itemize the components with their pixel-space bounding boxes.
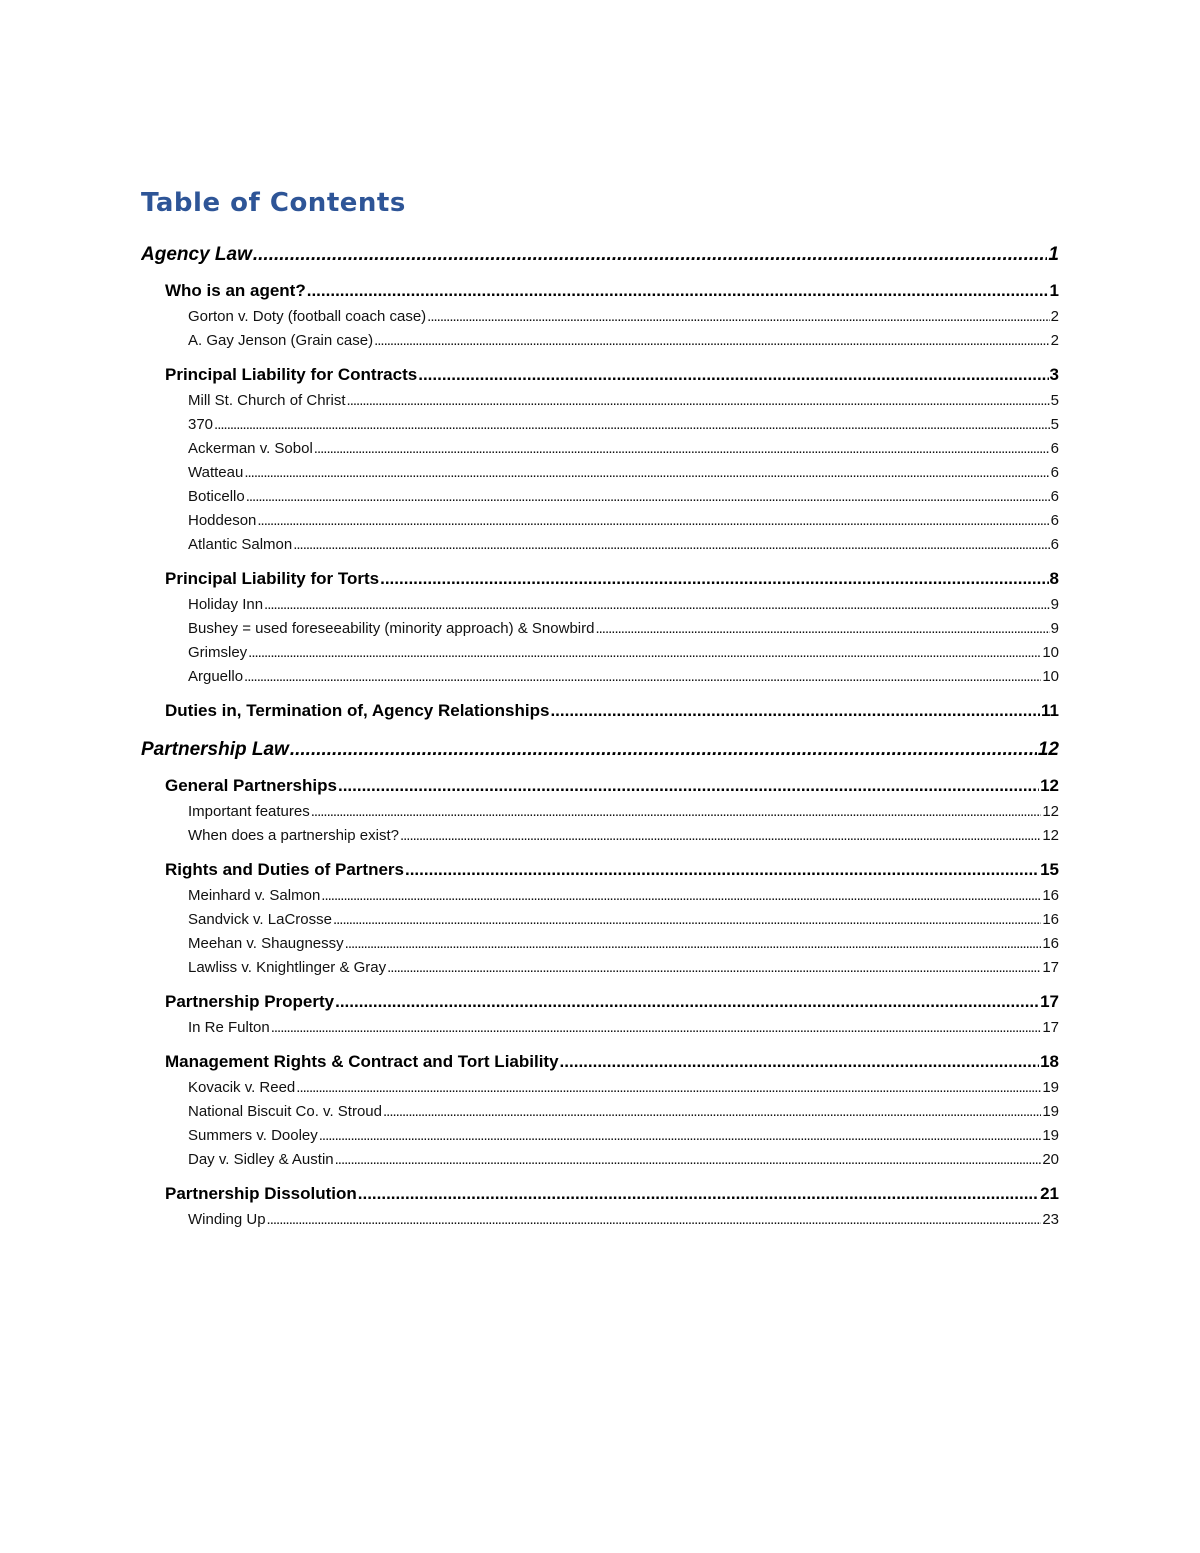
toc-item-entry-label: A. Gay Jenson (Grain case) — [188, 332, 374, 349]
toc-item-entry-page-number: 9 — [1050, 596, 1059, 613]
toc-item-entry[interactable] — [141, 389, 1059, 413]
toc-item-entry-label: Holiday Inn — [188, 596, 264, 613]
toc-item-entry-label: Sandvick v. LaCrosse — [188, 911, 332, 928]
toc-item-entry-label: When does a partnership exist? — [188, 827, 399, 844]
toc-item-entry-page-number: 5 — [1050, 416, 1059, 433]
toc-item-entry-label: Atlantic Salmon — [188, 536, 293, 553]
dot-leader — [311, 800, 1042, 824]
toc-item-entry-page-number: 19 — [1042, 1127, 1059, 1144]
toc-item-entry-label: Meehan v. Shaugnessy — [188, 935, 344, 952]
dot-leader — [253, 240, 1048, 269]
dot-leader — [427, 305, 1049, 329]
toc-subsection-entry-label: Rights and Duties of Partners — [165, 860, 404, 879]
dot-leader — [319, 1124, 1042, 1148]
toc-item-entry-page-number: 2 — [1050, 332, 1059, 349]
toc-item-entry-page-number: 5 — [1050, 392, 1059, 409]
toc-item-entry-page-number: 10 — [1042, 668, 1059, 685]
dot-leader — [246, 485, 1050, 509]
dot-leader — [248, 641, 1041, 665]
toc-item-entry-page-number: 20 — [1042, 1151, 1059, 1168]
toc-subsection-entry[interactable] — [141, 1180, 1059, 1208]
toc-item-entry-label: Ackerman v. Sobol — [188, 440, 313, 457]
toc-item-entry-page-number: 6 — [1050, 464, 1059, 481]
document-page — [141, 178, 1059, 1232]
toc-item-entry-label: Bushey = used foreseeability (minority approach) & Snowbird — [188, 620, 595, 637]
toc-item-entry-page-number: 16 — [1042, 887, 1059, 904]
toc-item-entry[interactable] — [141, 956, 1059, 980]
toc-body — [141, 240, 1059, 1232]
dot-leader — [214, 413, 1050, 437]
toc-subsection-entry-page-number: 3 — [1049, 365, 1059, 384]
toc-subsection-entry-page-number: 21 — [1040, 1184, 1059, 1203]
dot-leader — [271, 1016, 1042, 1040]
toc-item-entry[interactable] — [141, 617, 1059, 641]
toc-item-entry-label: National Biscuit Co. v. Stroud — [188, 1103, 382, 1120]
toc-item-entry[interactable] — [141, 533, 1059, 557]
toc-item-entry-page-number: 6 — [1050, 440, 1059, 457]
toc-subsection-entry-page-number: 8 — [1049, 569, 1059, 588]
toc-item-entry[interactable] — [141, 1100, 1059, 1124]
toc-item-entry[interactable] — [141, 593, 1059, 617]
dot-leader — [550, 697, 1040, 725]
toc-item-entry-page-number: 17 — [1042, 1019, 1059, 1036]
toc-item-entry[interactable] — [141, 461, 1059, 485]
toc-item-entry[interactable] — [141, 1016, 1059, 1040]
toc-section-entry-label: Agency Law — [141, 244, 252, 265]
toc-item-entry-page-number: 10 — [1042, 644, 1059, 661]
toc-item-entry[interactable] — [141, 305, 1059, 329]
toc-subsection-entry-label: Duties in, Termination of, Agency Relationships — [165, 701, 550, 720]
toc-item-entry-page-number: 16 — [1042, 935, 1059, 952]
dot-leader — [296, 1076, 1041, 1100]
toc-item-entry-page-number: 19 — [1042, 1103, 1059, 1120]
toc-item-entry-page-number: 9 — [1050, 620, 1059, 637]
toc-item-entry[interactable] — [141, 824, 1059, 848]
toc-section-entry[interactable] — [141, 240, 1059, 269]
toc-subsection-entry[interactable] — [141, 565, 1059, 593]
dot-leader — [338, 772, 1039, 800]
toc-subsection-entry-page-number: 12 — [1040, 776, 1059, 795]
dot-leader — [358, 1180, 1039, 1208]
toc-section-entry[interactable] — [141, 735, 1059, 764]
toc-item-entry[interactable] — [141, 665, 1059, 689]
dot-leader — [400, 824, 1041, 848]
toc-item-entry-page-number: 6 — [1050, 512, 1059, 529]
toc-item-entry-label: Watteau — [188, 464, 244, 481]
dot-leader — [333, 908, 1041, 932]
dot-leader — [335, 1148, 1042, 1172]
toc-subsection-entry-label: General Partnerships — [165, 776, 337, 795]
toc-item-entry[interactable] — [141, 641, 1059, 665]
dot-leader — [380, 565, 1048, 593]
toc-item-entry-label: Meinhard v. Salmon — [188, 887, 321, 904]
toc-item-entry-page-number: 12 — [1042, 803, 1059, 820]
toc-subsection-entry-label: Partnership Dissolution — [165, 1184, 357, 1203]
toc-item-entry-label: Kovacik v. Reed — [188, 1079, 296, 1096]
dot-leader — [387, 956, 1041, 980]
toc-subsection-entry-page-number: 17 — [1040, 992, 1059, 1011]
dot-leader — [418, 361, 1048, 389]
toc-item-entry-label: Grimsley — [188, 644, 248, 661]
toc-item-entry[interactable] — [141, 1148, 1059, 1172]
toc-item-entry-label: In Re Fulton — [188, 1019, 270, 1036]
toc-item-entry[interactable] — [141, 1076, 1059, 1100]
dot-leader — [267, 1208, 1042, 1232]
toc-item-entry-label: Arguello — [188, 668, 244, 685]
dot-leader — [405, 856, 1039, 884]
toc-section-entry-page-number: 12 — [1037, 739, 1059, 760]
toc-item-entry[interactable] — [141, 1124, 1059, 1148]
dot-leader — [374, 329, 1050, 353]
toc-item-entry-label: Gorton v. Doty (football coach case) — [188, 308, 427, 325]
dot-leader — [244, 461, 1049, 485]
toc-item-entry-page-number: 23 — [1042, 1211, 1059, 1228]
toc-item-entry-page-number: 19 — [1042, 1079, 1059, 1096]
toc-item-entry-page-number: 12 — [1042, 827, 1059, 844]
toc-item-entry[interactable] — [141, 932, 1059, 956]
toc-subsection-entry[interactable] — [141, 1048, 1059, 1076]
toc-item-entry-label: Important features — [188, 803, 310, 820]
toc-subsection-entry-label: Principal Liability for Contracts — [165, 365, 418, 384]
toc-heading: Table of Contents — [141, 188, 406, 218]
dot-leader — [307, 277, 1049, 305]
toc-subsection-entry-label: Principal Liability for Torts — [165, 569, 380, 588]
dot-leader — [345, 932, 1042, 956]
toc-item-entry-page-number: 16 — [1042, 911, 1059, 928]
dot-leader — [264, 593, 1050, 617]
toc-subsection-entry[interactable] — [141, 697, 1059, 725]
dot-leader — [595, 617, 1049, 641]
toc-item-entry[interactable] — [141, 884, 1059, 908]
toc-subsection-entry[interactable] — [141, 772, 1059, 800]
toc-subsection-entry-page-number: 15 — [1040, 860, 1059, 879]
toc-item-entry[interactable] — [141, 329, 1059, 353]
dot-leader — [383, 1100, 1041, 1124]
toc-item-entry-page-number: 6 — [1050, 536, 1059, 553]
dot-leader — [321, 884, 1041, 908]
toc-item-entry-label: Mill St. Church of Christ — [188, 392, 346, 409]
toc-item-entry-label: Lawliss v. Knightlinger & Gray — [188, 959, 387, 976]
toc-item-entry-label: Day v. Sidley & Austin — [188, 1151, 334, 1168]
toc-item-entry[interactable] — [141, 1208, 1059, 1232]
toc-subsection-entry[interactable] — [141, 361, 1059, 389]
toc-subsection-entry-page-number: 11 — [1041, 701, 1059, 720]
toc-item-entry[interactable] — [141, 413, 1059, 437]
toc-subsection-entry-label: Who is an agent? — [165, 281, 306, 300]
toc-section-entry-label: Partnership Law — [141, 739, 289, 760]
dot-leader — [257, 509, 1049, 533]
toc-subsection-entry[interactable] — [141, 277, 1059, 305]
toc-subsection-entry[interactable] — [141, 856, 1059, 884]
toc-item-entry-page-number: 6 — [1050, 488, 1059, 505]
toc-subsection-entry-page-number: 1 — [1049, 281, 1059, 300]
dot-leader — [560, 1048, 1040, 1076]
toc-subsection-entry-label: Management Rights & Contract and Tort Liability — [165, 1052, 559, 1071]
toc-subsection-entry[interactable] — [141, 988, 1059, 1016]
toc-item-entry-page-number: 17 — [1042, 959, 1059, 976]
dot-leader — [314, 437, 1050, 461]
toc-item-entry[interactable] — [141, 437, 1059, 461]
toc-item-entry[interactable] — [141, 800, 1059, 824]
toc-item-entry[interactable] — [141, 485, 1059, 509]
toc-item-entry-label: 370 — [188, 416, 214, 433]
toc-item-entry-label: Hoddeson — [188, 512, 257, 529]
dot-leader — [244, 665, 1041, 689]
toc-item-entry-label: Summers v. Dooley — [188, 1127, 318, 1144]
toc-item-entry[interactable] — [141, 509, 1059, 533]
toc-item-entry-label: Boticello — [188, 488, 245, 505]
toc-subsection-entry-label: Partnership Property — [165, 992, 335, 1011]
toc-item-entry-page-number: 2 — [1050, 308, 1059, 325]
toc-section-entry-page-number: 1 — [1048, 244, 1059, 265]
dot-leader — [290, 735, 1037, 764]
toc-item-entry[interactable] — [141, 908, 1059, 932]
toc-subsection-entry-page-number: 18 — [1040, 1052, 1059, 1071]
dot-leader — [335, 988, 1039, 1016]
dot-leader — [293, 533, 1049, 557]
toc-item-entry-label: Winding Up — [188, 1211, 266, 1228]
dot-leader — [347, 389, 1050, 413]
